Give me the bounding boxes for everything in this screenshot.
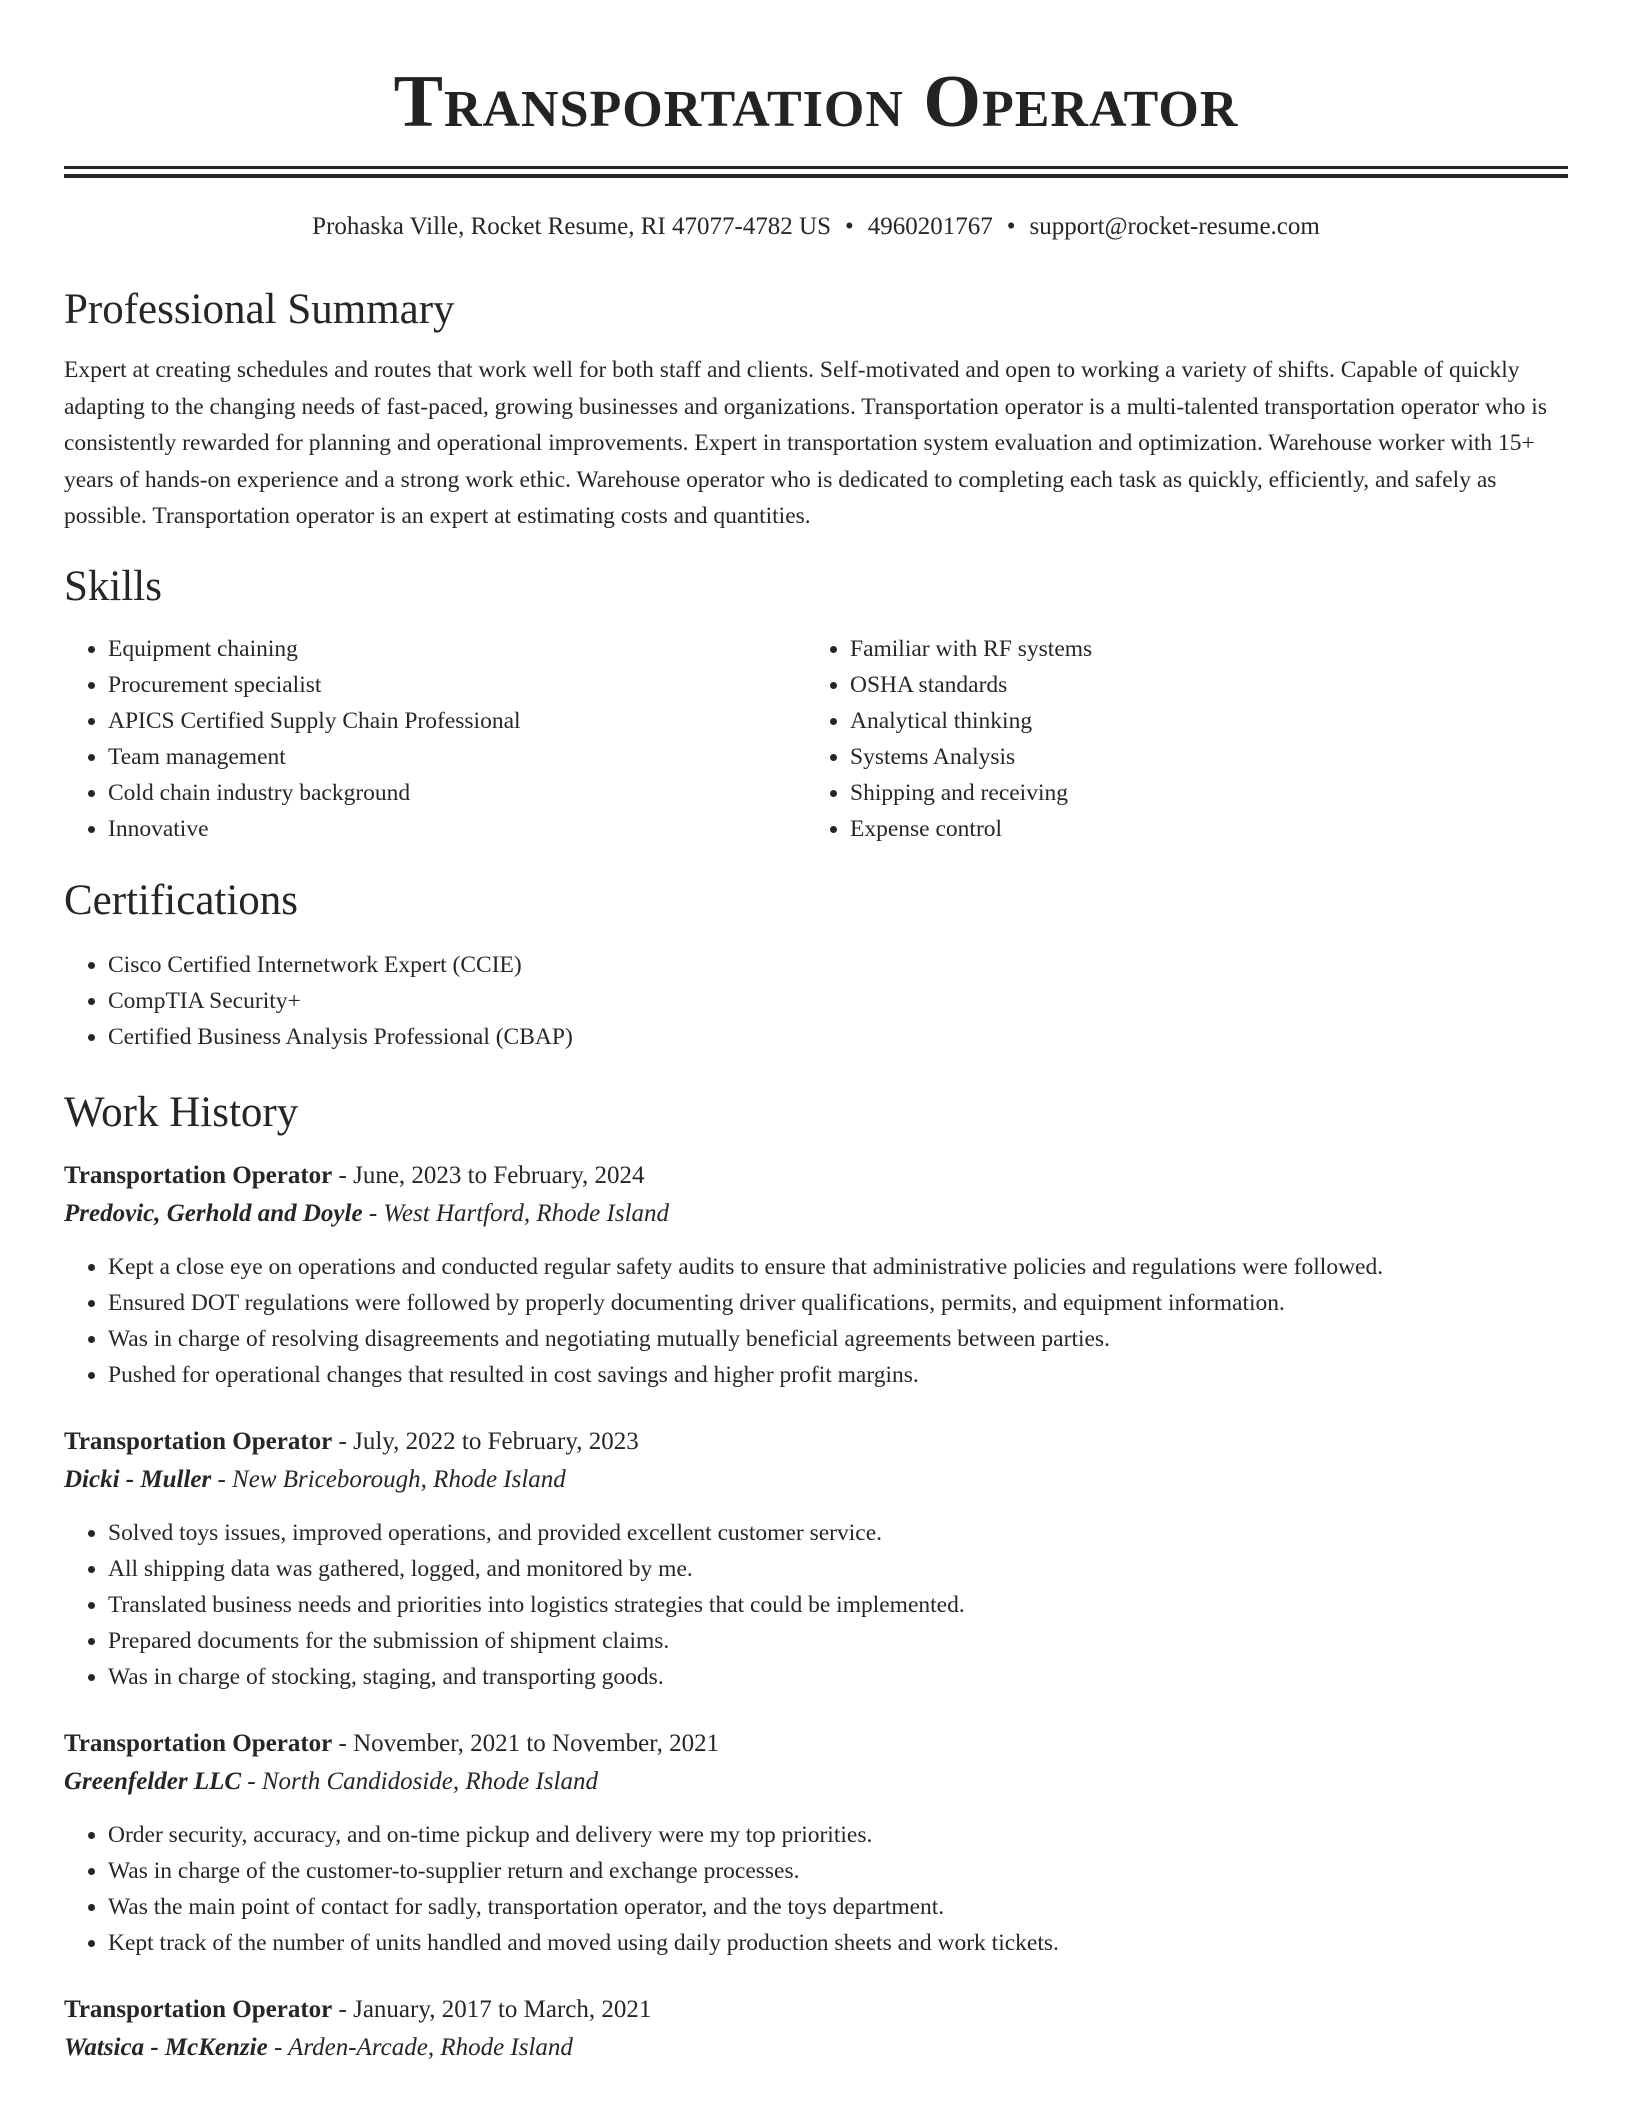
skill-item: • OSHA standards [850, 667, 1548, 703]
job-company-line [64, 1195, 1568, 1233]
job-title-line [64, 1423, 1568, 1461]
job-bullets [64, 1515, 1568, 1695]
skills-column-left [64, 631, 806, 847]
contact-separator: • [845, 213, 854, 240]
contact-email: support@rocket-resume.com [1029, 213, 1320, 240]
job-bullet: • Prepared documents for the submission of shipment claims. [108, 1623, 1568, 1659]
skill-item: • APICS Certified Supply Chain Professional [108, 703, 806, 739]
skills-list-left [64, 631, 806, 847]
job-entry [64, 1157, 1568, 1393]
job-bullet: • Translated business needs and priorities into logistics strategies that could be implemented. [108, 1587, 1568, 1623]
job-location: - New Briceborough, Rhode Island [217, 1465, 566, 1493]
certification-item: • Certified Business Analysis Professional (CBAP) [108, 1019, 1568, 1055]
job-dates: - January, 2017 to March, 2021 [338, 1995, 652, 2023]
skill-item: • Cold chain industry background [108, 775, 806, 811]
job-bullet: • Was in charge of stocking, staging, and transporting goods. [108, 1659, 1568, 1695]
job-role: Transportation Operator [64, 1729, 333, 1757]
job-bullet: • Was the main point of contact for sadly, transportation operator, and the toys department. [108, 1889, 1568, 1925]
job-dates: - July, 2022 to February, 2023 [338, 1427, 639, 1455]
contact-address: Prohaska Ville, Rocket Resume, RI 47077-4782 US [312, 213, 831, 240]
job-bullet: • All shipping data was gathered, logged, and monitored by me. [108, 1551, 1568, 1587]
job-bullet: • Kept a close eye on operations and conducted regular safety audits to ensure that administrative policies and regulations were followed. [108, 1249, 1568, 1285]
job-dates: - June, 2023 to February, 2024 [338, 1161, 645, 1189]
job-location: - West Hartford, Rhode Island [368, 1199, 670, 1227]
job-company-line [64, 2029, 1568, 2067]
job-company: Greenfelder LLC [64, 1767, 242, 1795]
skill-item: • Systems Analysis [850, 739, 1548, 775]
skill-item: • Shipping and receiving [850, 775, 1548, 811]
job-company-line [64, 1763, 1568, 1801]
job-entry [64, 1423, 1568, 1695]
job-entry [64, 1725, 1568, 1961]
job-role: Transportation Operator [64, 1427, 333, 1455]
job-company: Watsica - McKenzie [64, 2033, 268, 2061]
skill-item: • Procurement specialist [108, 667, 806, 703]
skill-item: • Familiar with RF systems [850, 631, 1548, 667]
skills-column-right [806, 631, 1548, 847]
summary-heading: Professional Summary [64, 286, 455, 333]
certifications-heading: Certifications [64, 876, 299, 924]
job-bullet: • Order security, accuracy, and on-time pickup and delivery were my top priorities. [108, 1817, 1568, 1853]
job-bullets [64, 1249, 1568, 1393]
job-title-line [64, 1157, 1568, 1195]
job-bullet: • Ensured DOT regulations were followed by properly documenting driver qualifications, permits, and equipment information. [108, 1285, 1568, 1321]
job-bullets [64, 1817, 1568, 1961]
job-location: - Arden-Arcade, Rhode Island [273, 2033, 573, 2061]
contact-separator: • [1006, 213, 1016, 240]
job-location: - North Candidoside, Rhode Island [247, 1767, 598, 1795]
skills-list-right [806, 631, 1548, 847]
job-entry [64, 1991, 1568, 2067]
certification-item: • CompTIA Security+ [108, 983, 1568, 1019]
skill-item: • Analytical thinking [850, 703, 1548, 739]
summary-text: Expert at creating schedules and routes that work well for both staff and clients. Self-motivated and open to working a variety of shifts. Capable of quickly adapting to the changing needs of fast-paced, growing businesses and organizations. Transportation operator is a multi-talented transportation operator who is consistently rewarded for planning and operational improvements. Expert in transportation system evaluation and optimization. Warehouse worker with 15+ years of hands-on experience and a strong work ethic. Warehouse operator who is dedicated to completing each task as quickly, efficiently, and safely as possible. Transportation operator is an expert at estimating costs and quantities. [64, 357, 1547, 529]
job-bullet: • Solved toys issues, improved operations, and provided excellent customer service. [108, 1515, 1568, 1551]
job-bullet: • Pushed for operational changes that resulted in cost savings and higher profit margins. [108, 1357, 1568, 1393]
job-role: Transportation Operator [64, 1161, 333, 1189]
skills-grid [64, 631, 1568, 847]
job-company: Dicki - Muller [64, 1465, 212, 1493]
header-divider [64, 166, 1568, 178]
work-history-heading: Work History [64, 1088, 299, 1136]
job-dates: - November, 2021 to November, 2021 [338, 1729, 720, 1757]
certifications-list [64, 947, 1568, 1055]
certification-item: • Cisco Certified Internetwork Expert (CCIE) [108, 947, 1568, 983]
job-bullet: • Kept track of the number of units handled and moved using daily production sheets and work tickets. [108, 1925, 1568, 1961]
skill-item: • Equipment chaining [108, 631, 806, 667]
job-company-line [64, 1461, 1568, 1499]
job-bullet: • Was in charge of the customer-to-supplier return and exchange processes. [108, 1853, 1568, 1889]
job-company: Predovic, Gerhold and Doyle [64, 1199, 363, 1227]
job-title-line [64, 1725, 1568, 1763]
job-bullet: • Was in charge of resolving disagreements and negotiating mutually beneficial agreements between parties. [108, 1321, 1568, 1357]
skill-item: • Team management [108, 739, 806, 775]
job-title-line [64, 1991, 1568, 2029]
skill-item: • Innovative [108, 811, 806, 847]
contact-line [64, 210, 1568, 244]
contact-phone: 4960201767 [867, 213, 993, 240]
skills-heading: Skills [64, 562, 162, 610]
resume-name: Transportation Operator [393, 61, 1239, 143]
skill-item: • Expense control [850, 811, 1548, 847]
job-role: Transportation Operator [64, 1995, 333, 2023]
